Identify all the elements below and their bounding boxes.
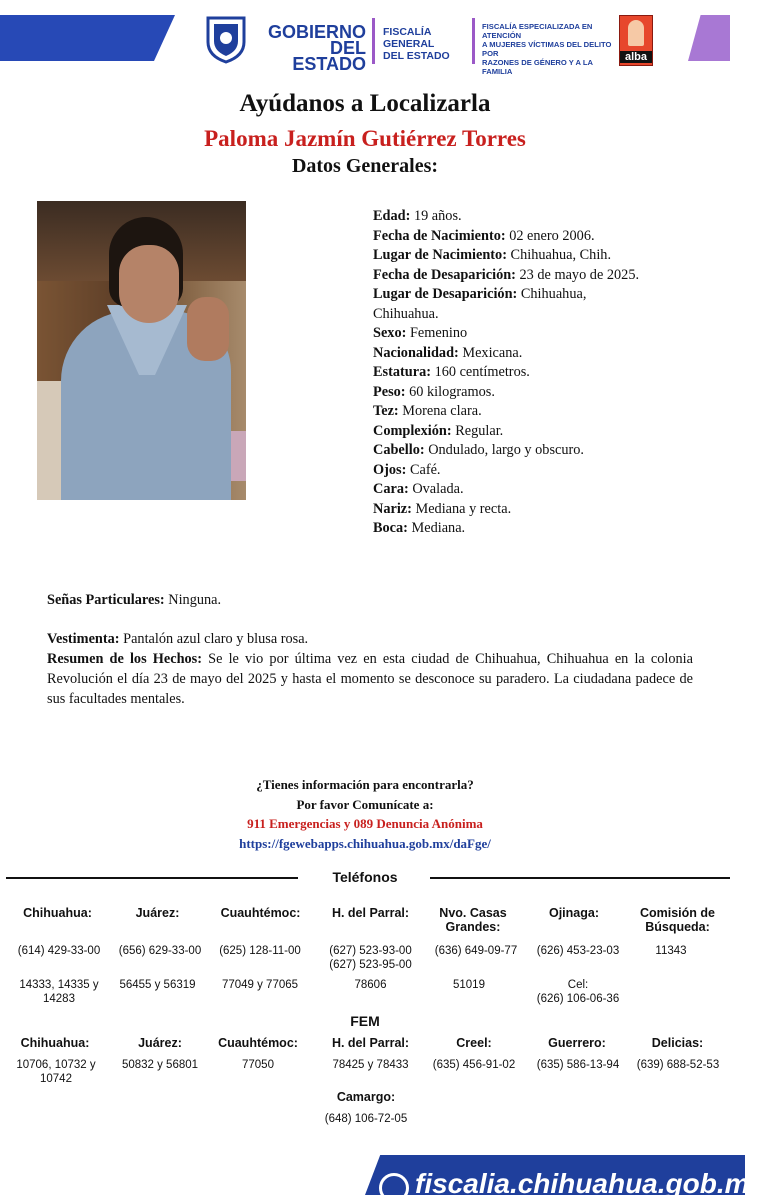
vestimenta: Vestimenta: Pantalón azul claro y blusa rosa.: [47, 631, 309, 647]
camargo-header: Camargo:: [336, 1090, 396, 1104]
data-row: Sexo: Femenino: [373, 325, 468, 341]
contact-question: ¿Tienes información para encontrarla?: [256, 777, 474, 792]
globe-icon: [379, 1173, 409, 1203]
fem-value: (635) 586-13-94: [536, 1059, 620, 1071]
camargo-phone: (648) 106-72-05: [324, 1113, 408, 1125]
data-row: Fecha de Nacimiento: 02 enero 2006.: [373, 227, 595, 244]
emergency-numbers: 911 Emergencias y 089 Denuncia Anónima: [247, 816, 483, 831]
data-row: Ojos: Café.: [373, 461, 441, 478]
tel-phone: (625) 128-11-00: [219, 945, 301, 957]
missing-person-name: Paloma Jazmín Gutiérrez Torres: [204, 126, 526, 151]
footer-website[interactable]: fiscalia.chihuahua.gob.mx: [415, 1168, 765, 1199]
header-divider: [372, 18, 375, 64]
alba-figure-icon: [628, 20, 644, 46]
resumen-hechos: Resumen de los Hechos: Se le vio por última vez en esta ciudad de Chihuahua, Chihuahua en la colonia Revolución el día 23 de mayo del 2025 y hasta el momento se desconoce su paradero. La ciudadana padece de sus facultades mentales.: [47, 651, 693, 707]
fiscalia-especializada-logo: FISCALÍA ESPECIALIZADA EN ATENCIÓN A MUJERES VÍCTIMAS DEL DELITO POR RAZONES DE GÉNERO Y A LA FAMILIA: [482, 22, 612, 76]
tel-header: Chihuahua:: [23, 906, 92, 920]
tel-phone: (614) 429-33-00: [17, 945, 101, 957]
data-row: Nacionalidad: Mexicana.: [373, 344, 523, 361]
fem-value: 78425 y 78433: [332, 1059, 409, 1071]
telefonos-title: Teléfonos: [332, 869, 398, 885]
divider-left: [6, 877, 298, 879]
alba-logo: [619, 15, 653, 66]
senas-particulares: Señas Particulares: Ninguna.: [47, 592, 222, 608]
fem-header: H. del Parral:: [331, 1036, 410, 1050]
page-title: Ayúdanos a Localizarla: [239, 90, 491, 117]
fem-header: Delicias:: [651, 1036, 704, 1050]
tel-header: Ojinaga:: [548, 906, 599, 920]
data-row: Lugar de Nacimiento: Chihuahua, Chih.: [373, 247, 612, 263]
fem-header: Chihuahua:: [20, 1036, 90, 1050]
tel-ext: 56455 y 56319: [119, 979, 196, 991]
data-row: Cara: Ovalada.: [373, 481, 464, 497]
data-row: Complexión: Regular.: [373, 422, 504, 439]
tel-phone: 11343: [655, 945, 687, 957]
tel-header: H. del Parral:: [331, 906, 410, 920]
header-left-banner: [0, 15, 175, 61]
fem-value: 50832 y 56801: [121, 1059, 199, 1071]
tel-ext: 77049 y 77065: [221, 979, 299, 991]
fem-header: Juárez:: [138, 1036, 182, 1050]
data-row: Edad: 19 años.: [373, 208, 462, 224]
tel-ext: 51019: [453, 979, 485, 991]
data-row: Boca: Mediana.: [373, 520, 466, 536]
missing-person-photo: [37, 201, 246, 500]
tel-phone: (626) 453-23-03: [536, 945, 620, 957]
data-row: Cabello: Ondulado, largo y obscuro.: [373, 442, 584, 458]
data-row: Fecha de Desaparición: 23 de mayo de 2025.: [373, 266, 640, 283]
fem-header: Guerrero:: [548, 1036, 606, 1050]
fem-title: FEM: [350, 1013, 380, 1029]
tel-header: Cuauhtémoc:: [220, 906, 301, 920]
data-row: Peso: 60 kilogramos.: [373, 383, 495, 400]
data-row: Nariz: Mediana y recta.: [373, 500, 512, 517]
state-shield-icon: [204, 14, 248, 64]
data-row: Lugar de Desaparición: Chihuahua, Chihuahua.: [373, 286, 587, 322]
tel-phone: (656) 629-33-00: [118, 945, 202, 957]
contact-block: [0, 775, 730, 853]
tel-ext: Cel: (626) 106-06-36: [536, 979, 620, 1005]
report-link[interactable]: https://fgewebapps.chihuahua.gob.mx/daFge/: [239, 835, 491, 851]
gobierno-del-estado-logo: GOBIERNO DEL ESTADO: [267, 22, 366, 74]
tel-phone: (636) 649-09-77: [434, 945, 518, 957]
fiscalia-general-logo: FISCALÍA GENERAL DEL ESTADO: [383, 26, 450, 62]
fem-value: 10706, 10732 y 10742: [16, 1059, 96, 1085]
divider-right: [430, 877, 730, 879]
general-data-list: [373, 207, 673, 539]
alba-logo-text: alba: [620, 51, 652, 63]
tel-header: Nvo. Casas Grandes:: [439, 906, 507, 934]
tel-header: Juárez:: [135, 906, 180, 920]
contact-please: Por favor Comunícate a:: [296, 796, 434, 812]
tel-ext: 78606: [354, 979, 387, 991]
data-row: Estatura: 160 centímetros.: [373, 364, 530, 380]
tel-phone: (627) 523-93-00 (627) 523-95-00: [329, 945, 412, 971]
section-title: Datos Generales:: [291, 155, 439, 177]
tel-ext: 14333, 14335 y 14283: [19, 979, 99, 1005]
fem-value: (635) 456-91-02: [432, 1059, 516, 1071]
header-right-banner: [688, 15, 730, 61]
data-row: Tez: Morena clara.: [373, 403, 482, 419]
fem-header: Cuauhtémoc:: [218, 1036, 298, 1050]
fem-value: (639) 688-52-53: [636, 1059, 720, 1071]
fem-value: 77050: [242, 1059, 274, 1071]
fem-header: Creel:: [456, 1036, 492, 1050]
tel-header: Comisión de Búsqueda:: [639, 906, 715, 934]
header-divider: [472, 18, 475, 64]
